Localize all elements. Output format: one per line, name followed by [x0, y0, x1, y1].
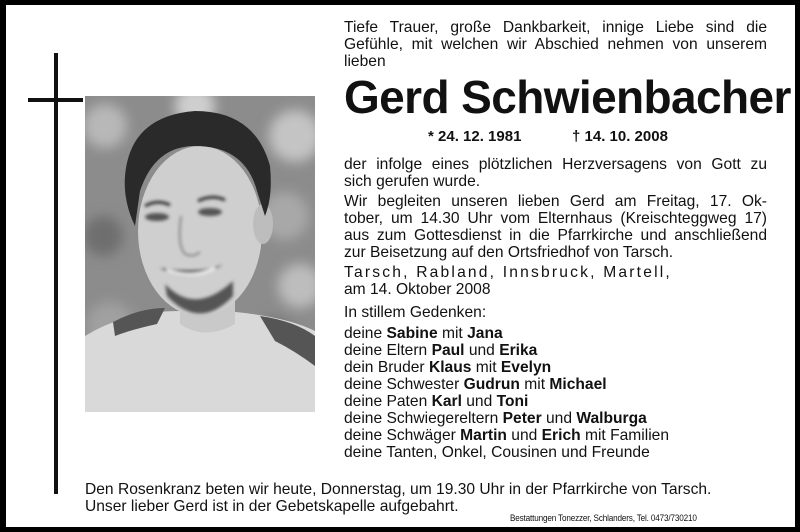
- mourner-name: Walburga: [576, 410, 647, 427]
- mourner-name: Toni: [496, 393, 529, 410]
- notice-date: am 14. Oktober 2008: [344, 281, 491, 298]
- funeral-line: zur Beisetzung auf den Ortsfriedhof von Tarsch.: [344, 244, 674, 261]
- intro-line: Gefühle, mit welchen wir Abschied nehmen von unserem: [344, 36, 767, 53]
- mourner-name: Gudrun: [463, 376, 520, 393]
- mourner-row: [344, 393, 528, 410]
- mourner-row: [344, 410, 647, 427]
- deceased-name: Gerd Schwienbacher: [344, 71, 791, 123]
- relation-text: deine Schwester: [344, 376, 464, 393]
- connector-text: mit: [471, 359, 501, 376]
- relation-text: dein Bruder: [344, 359, 429, 376]
- cross-horizontal-bar: [28, 98, 83, 102]
- relation-text: deine Tanten, Onkel, Cousinen und Freunde: [344, 444, 650, 461]
- funeral-line: tober, um 14.30 Uhr vom Elternhaus (Kreischteggweg 17): [344, 210, 767, 227]
- connector-text: und: [506, 427, 542, 444]
- portrait-photo: [85, 96, 315, 412]
- undertaker-imprint: Bestattungen Tonezzer, Schlanders, Tel. 0473/730210: [510, 513, 697, 524]
- cross-vertical-bar: [54, 53, 58, 494]
- relation-text: deine Eltern: [344, 342, 432, 359]
- connector-text: und: [541, 410, 577, 427]
- mourner-name: Evelyn: [500, 359, 552, 376]
- mourner-name: Jana: [467, 325, 503, 342]
- rosary-announcement: Den Rosenkranz beten wir heute, Donnerstag, um 19.30 Uhr in der Pfarrkirche von Tarsch.: [85, 481, 712, 498]
- funeral-line: aus zum Gottesdienst in die Pfarrkirche und anschließend: [344, 227, 767, 244]
- mourner-row: [344, 376, 607, 393]
- mourner-row: [344, 359, 551, 376]
- connector-text: und: [464, 342, 500, 359]
- connector-text: mit: [519, 376, 550, 393]
- relation-text: deine Schwiegereltern: [344, 410, 503, 427]
- mourners-heading: In stillem Gedenken:: [344, 304, 487, 321]
- mourner-row: [344, 342, 537, 359]
- obituary-notice: [6, 5, 795, 527]
- mourner-name: Klaus: [428, 359, 472, 376]
- mourner-row: [344, 325, 503, 342]
- connector-text: und: [461, 393, 497, 410]
- mourner-row: [344, 444, 650, 461]
- mourner-name: Erika: [499, 342, 538, 359]
- birth-date: * 24. 12. 1981: [428, 128, 522, 145]
- mourner-name: Michael: [549, 376, 607, 393]
- mourner-name: Sabine: [386, 325, 438, 342]
- cause-line: sich gerufen wurde.: [344, 173, 481, 190]
- mourner-name: Martin: [460, 427, 507, 444]
- funeral-line: Wir begleiten unseren lieben Gerd am Freitag, 17. Ok-: [344, 193, 767, 210]
- intro-line: lieben: [344, 53, 386, 70]
- mourner-name: Erich: [541, 427, 581, 444]
- mourner-name: Paul: [431, 342, 465, 359]
- relation-text: deine: [344, 325, 387, 342]
- laid-out-announcement: Unser lieber Gerd ist in der Gebetskapelle aufgebahrt.: [85, 498, 459, 515]
- places: Tarsch, Rabland, Innsbruck, Martell,: [344, 264, 672, 281]
- mourner-row: [344, 427, 669, 444]
- mourner-name: Peter: [502, 410, 542, 427]
- suffix-text: mit Familien: [580, 427, 670, 444]
- death-date: † 14. 10. 2008: [572, 128, 668, 145]
- connector-text: mit: [437, 325, 468, 342]
- cause-line: der infolge eines plötzlichen Herzversagens von Gott zu: [344, 156, 767, 173]
- relation-text: deine Schwäger: [344, 427, 461, 444]
- relation-text: deine Paten: [344, 393, 432, 410]
- mourner-name: Karl: [431, 393, 462, 410]
- intro-line: Tiefe Trauer, große Dankbarkeit, innige Liebe sind die: [344, 19, 767, 36]
